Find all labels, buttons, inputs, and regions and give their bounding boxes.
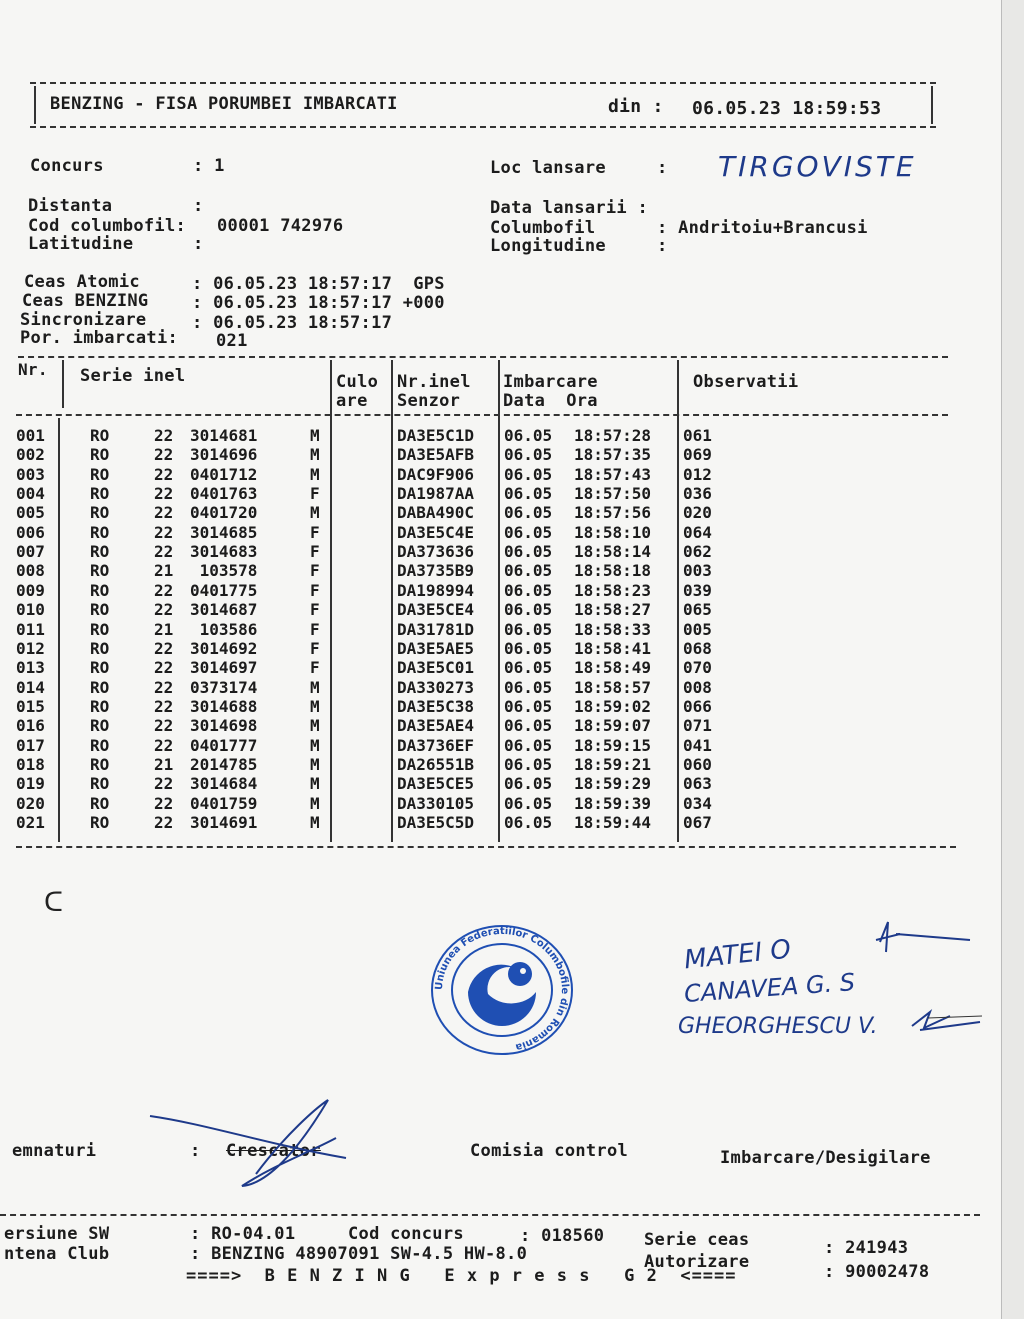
cell-nr: 019: [16, 774, 45, 794]
header-datetime: 06.05.23 18:59:53: [692, 98, 882, 119]
cell-tara: RO: [90, 754, 110, 774]
page-edge: [1001, 0, 1024, 1319]
cell-senzor: DA3E5C1D: [397, 426, 475, 445]
cell-an: 22: [154, 484, 174, 504]
header-top-border: [30, 82, 936, 84]
cell-tara: RO: [90, 735, 110, 755]
cell-tara: RO: [90, 600, 110, 620]
table-row: [14, 542, 914, 561]
distanta-label: Distanta: [28, 196, 113, 216]
th-imbarcare: Imbarcare: [503, 372, 598, 392]
cell-inel: 0373174: [190, 677, 258, 697]
comisia-control-label: Comisia control: [470, 1141, 629, 1161]
table-row: [14, 484, 914, 503]
cell-inel: 3014687: [190, 600, 258, 620]
cell-data: 06.05: [504, 774, 553, 794]
cell-an: 22: [154, 716, 174, 736]
cell-tara: RO: [90, 619, 110, 639]
cell-an: 22: [154, 677, 174, 697]
cell-data: 06.05: [504, 716, 553, 736]
cell-an: 22: [154, 658, 174, 678]
cell-nr: 012: [16, 638, 45, 658]
cell-data: 06.05: [504, 696, 553, 716]
cell-an: 22: [154, 813, 174, 832]
cell-senzor: DABA490C: [397, 503, 475, 523]
th-data-ora: Data Ora: [503, 391, 598, 411]
cell-sex: M: [310, 464, 320, 484]
table-row: [14, 561, 914, 580]
cell-tara: RO: [90, 426, 110, 445]
cell-sex: F: [310, 542, 320, 562]
cell-obs: 008: [683, 677, 712, 697]
cell-tara: RO: [90, 503, 110, 523]
cell-nr: 016: [16, 716, 45, 736]
table-row: [14, 678, 914, 697]
cell-obs: 066: [683, 696, 712, 716]
concurs-value: : 1: [193, 156, 225, 176]
stray-mark: ᑕ: [44, 888, 63, 918]
signature-name-1: MATEI O: [682, 934, 793, 976]
cell-inel: 3014692: [190, 638, 258, 658]
header-din-label: din :: [608, 96, 664, 117]
table-row: [14, 658, 914, 677]
cell-inel: 3014683: [190, 542, 258, 562]
semnaturi-colon: :: [190, 1141, 201, 1161]
versiune-sw-label: ersiune SW: [4, 1224, 110, 1244]
longitudine-label: Longitudine: [490, 236, 606, 256]
cell-ora: 18:59:02: [574, 696, 652, 716]
cell-ora: 18:57:50: [574, 484, 652, 504]
cell-nr: 010: [16, 600, 45, 620]
cell-data: 06.05: [504, 813, 553, 832]
cell-obs: 005: [683, 619, 712, 639]
longitudine-value: :: [657, 236, 668, 256]
table-row: [14, 639, 914, 658]
header-title: BENZING - FISA PORUMBEI IMBARCATI: [50, 94, 398, 114]
header-left-border: [34, 86, 36, 124]
cell-inel: 3014685: [190, 522, 258, 542]
th-serie-inel: Serie inel: [80, 366, 186, 386]
th-observatii: Observatii: [693, 372, 799, 392]
table-row: [14, 426, 914, 445]
cell-nr: 017: [16, 735, 45, 755]
cell-data: 06.05: [504, 542, 553, 562]
signature-name-3: GHEORGHESCU V.: [678, 1014, 878, 1039]
cell-sex: F: [310, 580, 320, 600]
cell-sex: M: [310, 793, 320, 813]
cell-sex: M: [310, 735, 320, 755]
cell-an: 22: [154, 774, 174, 794]
cell-ora: 18:57:56: [574, 503, 652, 523]
pigeon-emblem-icon: [428, 922, 576, 1058]
table-header-border: [16, 414, 948, 416]
cell-senzor: DA3E5AE5: [397, 638, 475, 658]
cell-obs: 069: [683, 445, 712, 465]
cell-inel: 0401712: [190, 464, 258, 484]
cell-nr: 006: [16, 522, 45, 542]
cell-inel: 0401763: [190, 484, 258, 504]
antena-club-value: : BENZING 48907091 SW-4.5 HW-8.0: [190, 1244, 528, 1264]
cell-inel: 3014681: [190, 426, 258, 445]
cell-an: 22: [154, 464, 174, 484]
cell-tara: RO: [90, 677, 110, 697]
table-row: [14, 774, 914, 793]
distanta-value: :: [193, 196, 204, 216]
crescator-signature: [146, 1094, 366, 1192]
cell-data: 06.05: [504, 464, 553, 484]
table-row: [14, 620, 914, 639]
cell-ora: 18:58:10: [574, 522, 652, 542]
imbarcare-desigilare-label: Imbarcare/Desigilare: [720, 1148, 931, 1168]
cell-ora: 18:58:41: [574, 638, 652, 658]
cell-data: 06.05: [504, 638, 553, 658]
cell-an: 22: [154, 735, 174, 755]
cell-inel: 0401720: [190, 503, 258, 523]
cell-inel: 2014785: [190, 754, 258, 774]
cell-sex: F: [310, 600, 320, 620]
cell-nr: 004: [16, 484, 45, 504]
cell-sex: M: [310, 754, 320, 774]
cell-data: 06.05: [504, 658, 553, 678]
serie-ceas-label: Serie ceas: [644, 1230, 750, 1250]
cell-nr: 013: [16, 658, 45, 678]
cell-tara: RO: [90, 716, 110, 736]
cell-ora: 18:59:15: [574, 735, 652, 755]
stamp-text: Uniunea Federatiilor Columbofile din Romania: [433, 925, 571, 1053]
cell-senzor: DA3E5CE4: [397, 600, 475, 620]
cell-tara: RO: [90, 774, 110, 794]
cell-sex: M: [310, 503, 320, 523]
sincronizare-value: : 06.05.23 18:57:17: [192, 313, 393, 333]
columbofil-label: Columbofil: [490, 218, 596, 238]
cell-obs: 062: [683, 542, 712, 562]
cell-senzor: DA3E5C5D: [397, 813, 475, 832]
serie-ceas-value: : 241943: [824, 1238, 909, 1258]
cell-sex: M: [310, 696, 320, 716]
cell-sex: M: [310, 774, 320, 794]
cell-obs: 067: [683, 813, 712, 832]
table-row: [14, 716, 914, 735]
cell-obs: 063: [683, 774, 712, 794]
cell-data: 06.05: [504, 754, 553, 774]
cell-inel: 103578: [190, 561, 258, 581]
cell-obs: 064: [683, 522, 712, 542]
cell-obs: 041: [683, 735, 712, 755]
autorizare-value: : 90002478: [824, 1262, 930, 1282]
cell-an: 22: [154, 600, 174, 620]
cell-senzor: DAC9F906: [397, 464, 475, 484]
cell-nr: 015: [16, 696, 45, 716]
versiune-sw-value: : RO-04.01: [190, 1224, 296, 1244]
cell-senzor: DA373636: [397, 542, 475, 562]
cell-nr: 008: [16, 561, 45, 581]
header-bottom-border: [30, 126, 936, 128]
header-right-border: [931, 86, 933, 124]
cell-data: 06.05: [504, 522, 553, 542]
cell-nr: 003: [16, 464, 45, 484]
th-nr: Nr.: [18, 360, 48, 379]
cell-data: 06.05: [504, 580, 553, 600]
cell-an: 21: [154, 619, 174, 639]
cell-obs: 070: [683, 658, 712, 678]
footer-top-border: [0, 1214, 980, 1216]
cell-tara: RO: [90, 580, 110, 600]
cell-data: 06.05: [504, 561, 553, 581]
cell-senzor: DA3736EF: [397, 735, 475, 755]
cell-tara: RO: [90, 696, 110, 716]
cell-senzor: DA31781D: [397, 619, 475, 639]
cell-inel: 0401759: [190, 793, 258, 813]
latitudine-value: :: [193, 234, 204, 254]
table-row: [14, 755, 914, 774]
table-row: [14, 736, 914, 755]
th-nr-inel: Nr.inel: [397, 372, 471, 392]
cell-an: 22: [154, 638, 174, 658]
cod-columbofil-label: Cod columbofil:: [28, 216, 187, 236]
cell-ora: 18:59:39: [574, 793, 652, 813]
antena-club-label: ntena Club: [4, 1244, 110, 1264]
signature-scribbles: [860, 912, 1000, 1042]
cell-ora: 18:58:23: [574, 580, 652, 600]
ceas-atomic-label: Ceas Atomic: [24, 272, 140, 292]
cell-nr: 014: [16, 677, 45, 697]
cell-ora: 18:58:57: [574, 677, 652, 697]
cell-inel: 3014684: [190, 774, 258, 794]
cell-inel: 3014691: [190, 813, 258, 832]
cell-data: 06.05: [504, 793, 553, 813]
cell-senzor: DA198994: [397, 580, 475, 600]
cell-an: 21: [154, 561, 174, 581]
cell-ora: 18:57:28: [574, 426, 652, 445]
cell-ora: 18:58:27: [574, 600, 652, 620]
table-row: [14, 794, 914, 813]
federation-stamp: [428, 922, 576, 1058]
table-row: [14, 600, 914, 619]
cell-obs: 060: [683, 754, 712, 774]
table-row: [14, 465, 914, 484]
cell-an: 22: [154, 503, 174, 523]
autorizare-label: Autorizare: [644, 1252, 750, 1272]
columbofil-value: : Andritoiu+Brancusi: [657, 218, 868, 238]
cell-obs: 020: [683, 503, 712, 523]
loc-lansare-handwritten: TIRGOVISTE: [718, 150, 917, 183]
cell-data: 06.05: [504, 735, 553, 755]
cell-senzor: DA1987AA: [397, 484, 475, 504]
cell-nr: 001: [16, 426, 45, 445]
cell-obs: 068: [683, 638, 712, 658]
ceas-benzing-label: Ceas BENZING: [22, 291, 149, 311]
loc-lansare-colon: :: [657, 158, 668, 178]
cell-ora: 18:59:07: [574, 716, 652, 736]
cell-inel: 3014688: [190, 696, 258, 716]
porumbei-imbarcati-label: Por. imbarcati:: [20, 328, 179, 348]
cell-ora: 18:59:29: [574, 774, 652, 794]
cell-ora: 18:58:49: [574, 658, 652, 678]
cell-senzor: DA3E5C38: [397, 696, 475, 716]
cell-an: 22: [154, 793, 174, 813]
cell-obs: 012: [683, 464, 712, 484]
cell-inel: 3014697: [190, 658, 258, 678]
cell-inel: 0401775: [190, 580, 258, 600]
cell-senzor: DA3E5CE5: [397, 774, 475, 794]
cell-an: 22: [154, 426, 174, 445]
table-row: [14, 813, 914, 832]
cell-nr: 005: [16, 503, 45, 523]
cell-ora: 18:57:35: [574, 445, 652, 465]
semnaturi-label: emnaturi: [12, 1141, 97, 1161]
concurs-label: Concurs: [30, 156, 104, 176]
cell-an: 21: [154, 754, 174, 774]
ceas-benzing-value: : 06.05.23 18:57:17 +000: [192, 293, 445, 313]
cell-data: 06.05: [504, 600, 553, 620]
cell-ora: 18:59:44: [574, 813, 652, 832]
cell-sex: F: [310, 619, 320, 639]
cod-columbofil-value: 00001 742976: [217, 216, 344, 236]
cell-senzor: DA330273: [397, 677, 475, 697]
table-row: [14, 503, 914, 522]
cell-tara: RO: [90, 484, 110, 504]
crescator-label: Crescator: [226, 1141, 321, 1161]
cell-ora: 18:58:33: [574, 619, 652, 639]
cell-sex: M: [310, 813, 320, 832]
cell-tara: RO: [90, 542, 110, 562]
cell-sex: F: [310, 638, 320, 658]
cell-sex: M: [310, 716, 320, 736]
cell-nr: 002: [16, 445, 45, 465]
cell-sex: M: [310, 445, 320, 465]
cell-ora: 18:59:21: [574, 754, 652, 774]
ceas-atomic-value: : 06.05.23 18:57:17 GPS: [192, 274, 445, 294]
cell-data: 06.05: [504, 619, 553, 639]
cell-inel: 103586: [190, 619, 258, 639]
cell-senzor: DA3E5C4E: [397, 522, 475, 542]
cod-concurs-label: Cod concurs: [348, 1224, 464, 1244]
cell-tara: RO: [90, 561, 110, 581]
cell-tara: RO: [90, 813, 110, 832]
cell-obs: 071: [683, 716, 712, 736]
cell-data: 06.05: [504, 484, 553, 504]
table-bottom-border: [16, 846, 956, 848]
cell-sex: M: [310, 677, 320, 697]
cell-obs: 061: [683, 426, 712, 445]
data-lansarii-label: Data lansarii :: [490, 198, 649, 218]
th-senzor: Senzor: [397, 391, 461, 411]
cell-tara: RO: [90, 445, 110, 465]
cell-senzor: DA3E5AE4: [397, 716, 475, 736]
porumbei-imbarcati-value: 021: [216, 331, 248, 351]
cell-an: 22: [154, 522, 174, 542]
cell-data: 06.05: [504, 445, 553, 465]
loc-lansare-label: Loc lansare: [490, 158, 606, 178]
table-row: [14, 445, 914, 464]
cell-nr: 020: [16, 793, 45, 813]
sincronizare-label: Sincronizare: [20, 310, 147, 330]
cell-nr: 009: [16, 580, 45, 600]
cell-tara: RO: [90, 522, 110, 542]
th-are: are: [336, 391, 368, 411]
cell-data: 06.05: [504, 426, 553, 445]
th-culo: Culo: [336, 372, 379, 392]
cell-senzor: DA330105: [397, 793, 475, 813]
cell-inel: 3014698: [190, 716, 258, 736]
cell-senzor: DA3E5C01: [397, 658, 475, 678]
cell-nr: 021: [16, 813, 45, 832]
cell-sex: F: [310, 522, 320, 542]
benzing-express-banner: ====> B E N Z I N G E x p r e s s G 2 <====: [186, 1266, 737, 1286]
cell-obs: 039: [683, 580, 712, 600]
cell-tara: RO: [90, 658, 110, 678]
table-row: [14, 697, 914, 716]
cell-an: 22: [154, 542, 174, 562]
cell-tara: RO: [90, 638, 110, 658]
table-row: [14, 581, 914, 600]
cod-concurs-value: : 018560: [520, 1226, 605, 1246]
cell-inel: 0401777: [190, 735, 258, 755]
latitudine-label: Latitudine: [28, 234, 134, 254]
cell-ora: 18:58:14: [574, 542, 652, 562]
cell-sex: F: [310, 561, 320, 581]
cell-an: 22: [154, 445, 174, 465]
cell-inel: 3014696: [190, 445, 258, 465]
cell-an: 22: [154, 580, 174, 600]
cell-obs: 003: [683, 561, 712, 581]
cell-senzor: DA26551B: [397, 754, 475, 774]
cell-ora: 18:57:43: [574, 464, 652, 484]
cell-nr: 011: [16, 619, 45, 639]
cell-obs: 065: [683, 600, 712, 620]
cell-ora: 18:58:18: [574, 561, 652, 581]
cell-nr: 007: [16, 542, 45, 562]
cell-obs: 036: [683, 484, 712, 504]
cell-sex: F: [310, 658, 320, 678]
table-row: [14, 523, 914, 542]
cell-sex: M: [310, 426, 320, 445]
cell-tara: RO: [90, 793, 110, 813]
cell-tara: RO: [90, 464, 110, 484]
cell-data: 06.05: [504, 503, 553, 523]
signature-name-2: CANAVEA G. S: [683, 968, 856, 1008]
cell-senzor: DA3E5AFB: [397, 445, 475, 465]
cell-data: 06.05: [504, 677, 553, 697]
cell-nr: 018: [16, 754, 45, 774]
cell-obs: 034: [683, 793, 712, 813]
cell-senzor: DA3735B9: [397, 561, 475, 581]
cell-an: 22: [154, 696, 174, 716]
table-top-border: [18, 356, 948, 358]
col-divider-nr-header: [62, 360, 64, 408]
cell-sex: F: [310, 484, 320, 504]
